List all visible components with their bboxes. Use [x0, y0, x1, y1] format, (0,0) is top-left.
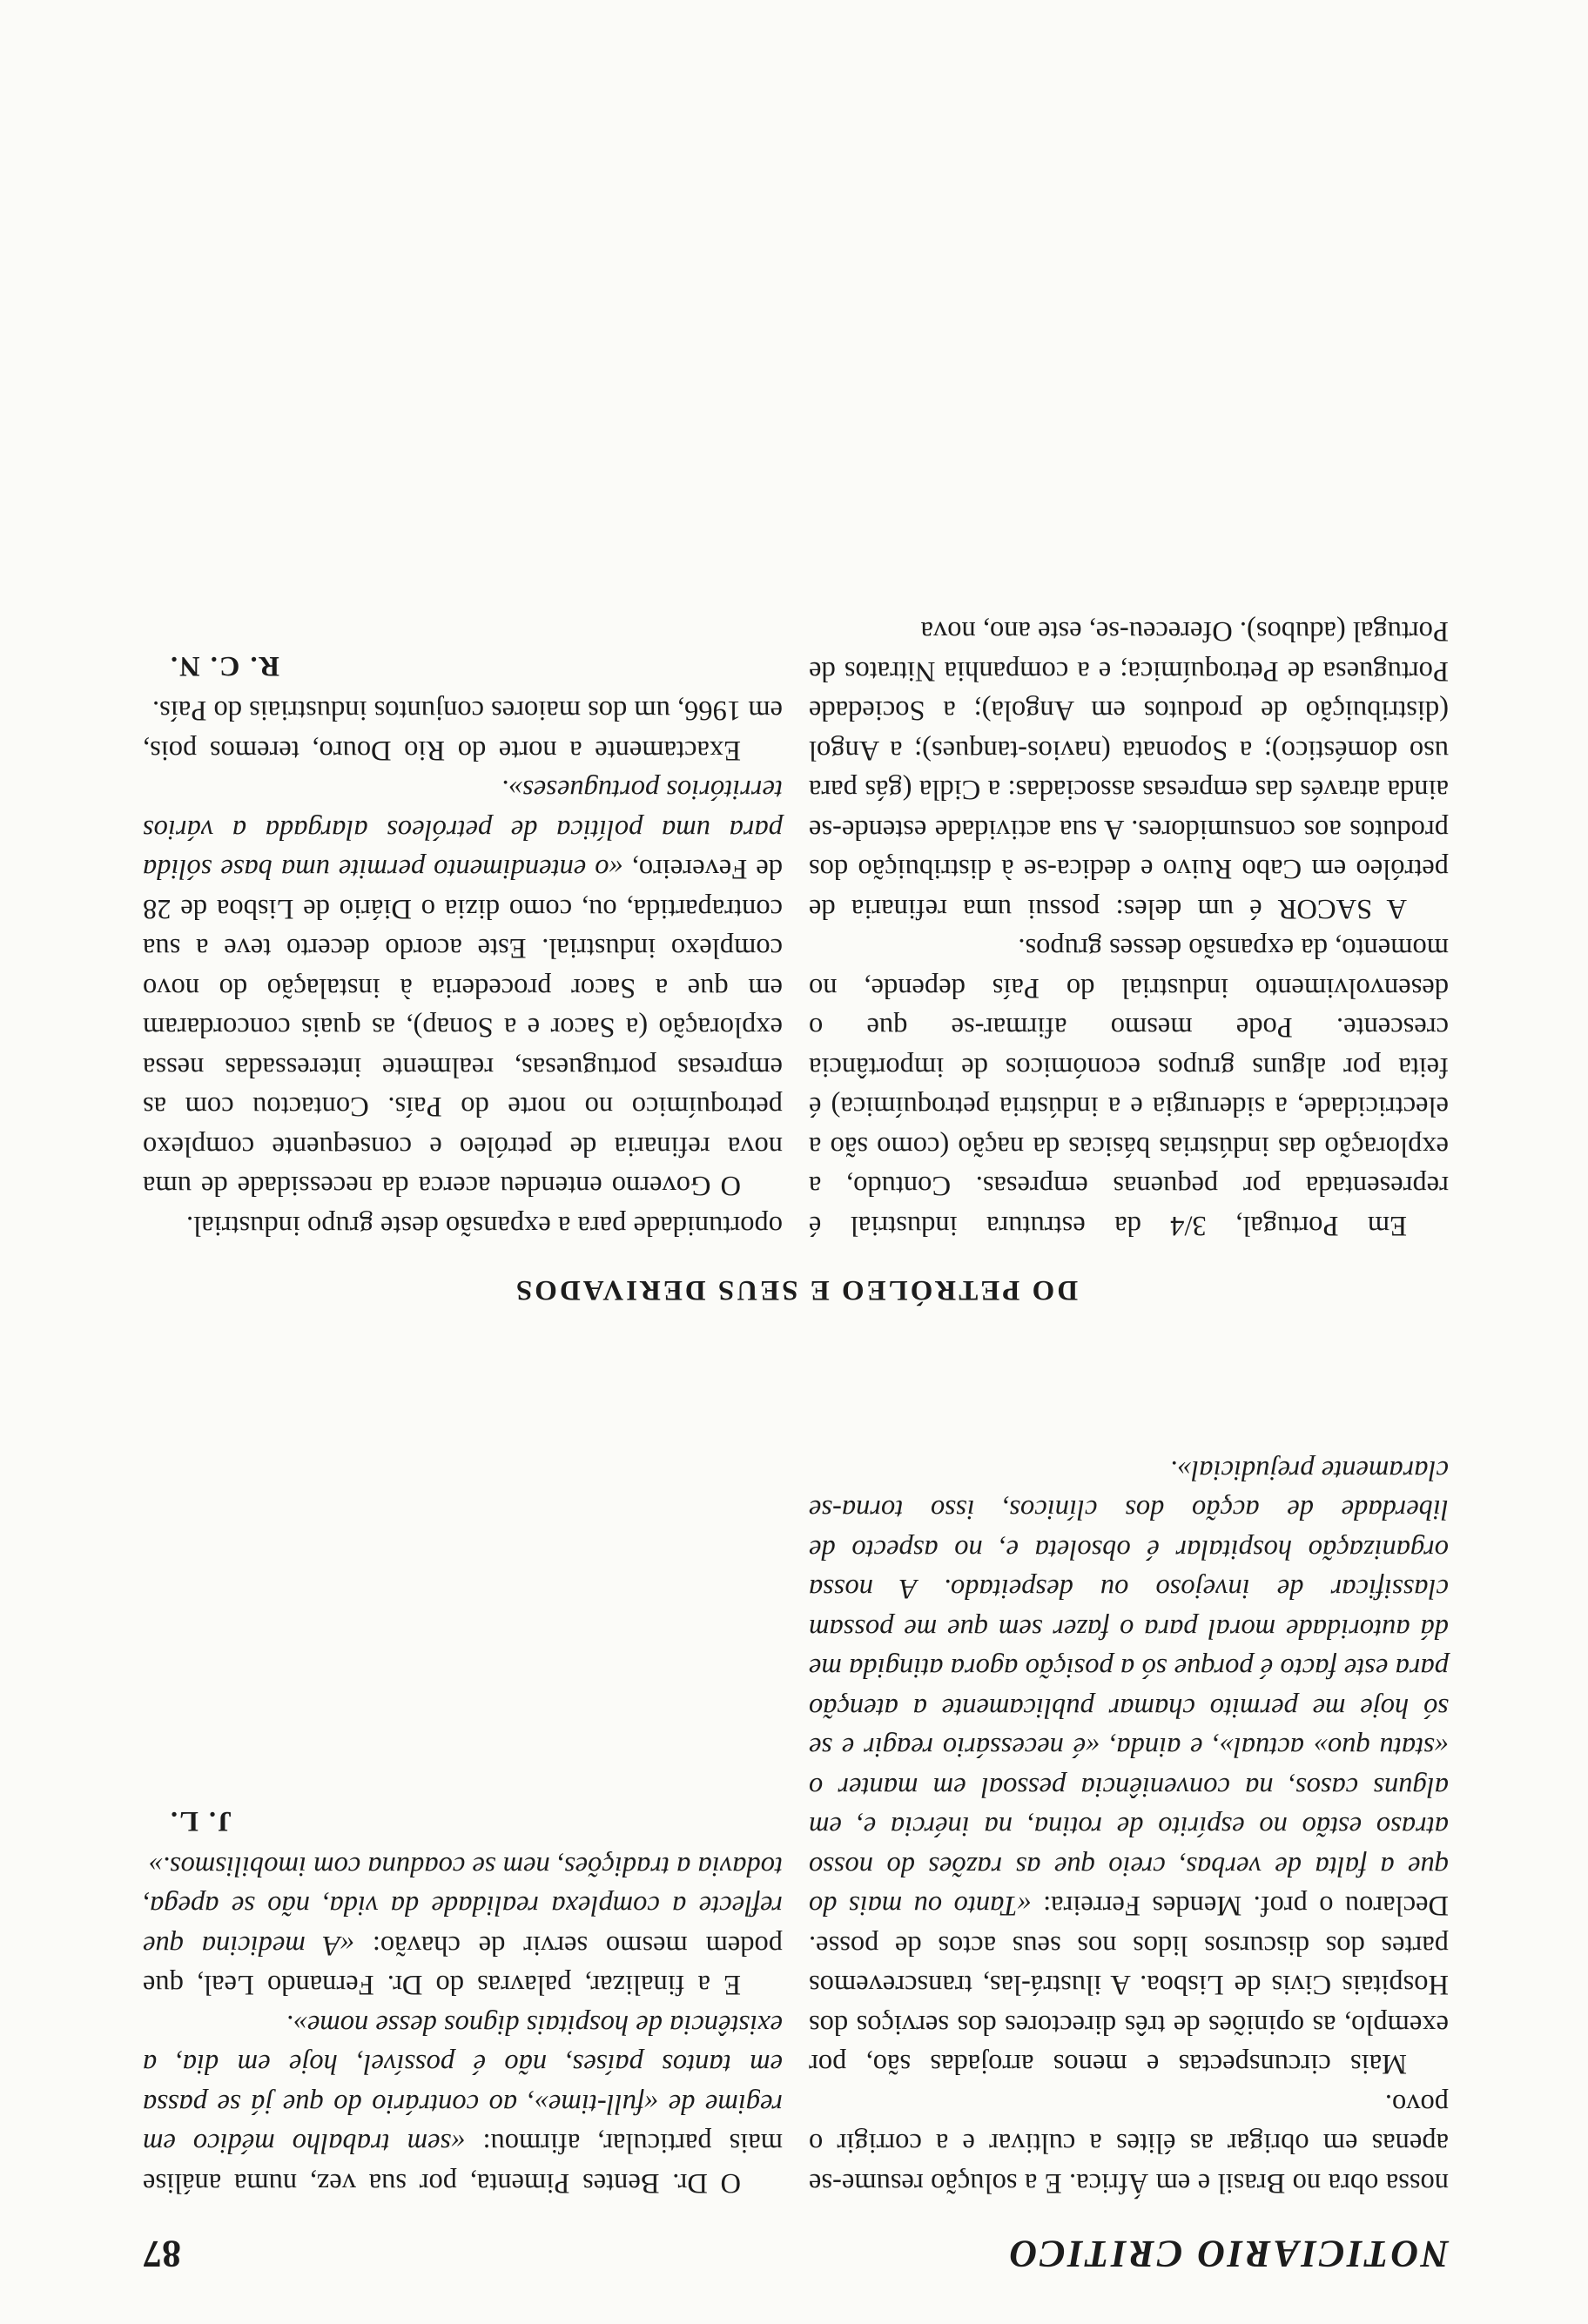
page-header	[143, 2224, 1449, 2276]
paragraph: Em Portugal, 3/4 da estrutura industrial é representada por pequenas empresas. Contudo, a exploração das indústrias básicas da nação (como são a electricidade, a siderurgia e a indústria petroquímica) é feita por alguns grupos económicos de importância crescente. Pode mesmo afirmar-se que o desenvolvimento industrial do País depende, no momento, da expansão desses grupos.	[809, 932, 1449, 1241]
paragraph: O Dr. Bentes Pimenta, por sua vez, numa análise mais particular, afirmou: «sem trabalho médico em regime de «full-time», ao contrário do que já se passa em tantos países, não é possível, hoje em dia, a existência de hospitais dignos desse nome».	[143, 2009, 783, 2199]
quotation: «Tanto ou mais do que a falta de verbas, creio que as razões do nosso atraso estão no espírito de rotina, na inércia e, em alguns casos, na conveniência pessoal em manter o «statu quo» actual», e ainda, «é necessário reagir e se só hoje me permito chamar publicamente a atenção para este facto é porque só a posição agora atingida me dá autoridade moral para o fazer sem que me possam classificar de invejoso ou despeitado. A nossa organização hospitalar é obsoleta e, no aspecto de liberdade de acção dos clínicos, isso torna-se claramente prejudicial».	[809, 1454, 1449, 1922]
page-number: 87	[143, 2233, 181, 2275]
paragraph: Mais circunspectas e menos arrojadas são, por exemplo, as opiniões de três directores dos serviços dos Hospitais Civis de Lisboa. A ilustrá-las, transcrevemos partes dos discursos lidos nos seus actos de posse. Declarou o prof. Mendes Ferreira: «Tanto ou mais do que a falta de verbas, creio que as razões do nosso atraso estão no espírito de rotina, na inércia e, em alguns casos, na conveniência pessoal em manter o «statu quo» actual», e ainda, «é necessário reagir e se só hoje me permito chamar publicamente a atenção para este facto é porque só a posição agora atingida me dá autoridade moral para o fazer sem que me possam classificar de invejoso ou despeitado. A nossa organização hospitalar é obsoleta e, no aspecto de liberdade de acção dos clínicos, isso torna-se claramente prejudicial».	[809, 1454, 1449, 2080]
author-signature: R. C. N.	[169, 650, 280, 682]
lower-right-column	[143, 646, 783, 1246]
quotation: «sem trabalho médico em regime de «full-time», ao contrário do que já se passa em tantos países, não é possível, hoje em dia, a existência de hospitais dignos desse nome».	[143, 2009, 783, 2159]
lower-left-column	[809, 611, 1449, 1245]
upper-right-column	[143, 1801, 783, 2202]
upper-left-column	[809, 1450, 1449, 2203]
section-heading: DO PETRÓLEO E SEUS DERIVADOS	[513, 1274, 1079, 1306]
paragraph: A SACOR é um deles: possui uma refinaria de petróleo em Cabo Ruivo e dedica-se à distribuição dos produtos aos consumidores. A sua actividade estende-se ainda através das empresas associadas: a Cidla (gás para uso doméstico); a Soponata (navios-tanques); a Angol (distribuição de produtos em Angola); a Sociedade Portuguesa de Petroquímica; e a companhia Nitratos de Portugal (adubos). Ofereceu-se, este ano, nova	[809, 615, 1449, 924]
author-signature: J. L.	[169, 1805, 232, 1837]
paragraph: oportunidade para a expansão deste grupo industrial.	[186, 1210, 783, 1241]
quotation: «o entendimento permite uma base sólida para uma política de petróleos alargada a vários territórios portugueses».	[143, 774, 783, 885]
paragraph: E a finalizar, palavras do Dr. Fernando Leal, que podem mesmo servir de chavão: «A medicina que reflecte a complexa realidade da vida, não se apega, todavia a tradições, nem se coaduna com imobilismos.»	[143, 1850, 783, 2001]
paragraph: Exactamente a norte do Rio Douro, teremos pois, em 1966, um dos maiores conjuntos industriais do País.	[143, 695, 783, 766]
running-title: NOTICIARIO CRITICO	[1006, 2233, 1449, 2275]
paragraph: O Governo entendeu acerca da necessidade de uma nova refinaria de petróleo e consequente complexo petroquímico no norte do País. Contactou com as empresas portuguesas, realmente interessadas nessa exploração (a Sacor e a Sonap), as quais concordaram em que a Sacor procederia à instalação do novo complexo industrial. Este acordo decerto teve a sua contrapartida, ou, como dizia o Diário de Lisboa de 28 de Fevereiro, «o entendimento permite uma base sólida para uma política de petróleos alargada a vários territórios portugueses».	[143, 774, 783, 1202]
quotation: «A medicina que reflecte a complexa realidade da vida, não se apega, todavia a tradições, nem se coaduna com imobilismos.»	[143, 1850, 783, 1961]
paragraph: nossa obra no Brasil e em África. E a solução resume-se apenas em obrigar as élites a cultivar e a corrigir o povo.	[809, 2088, 1449, 2199]
